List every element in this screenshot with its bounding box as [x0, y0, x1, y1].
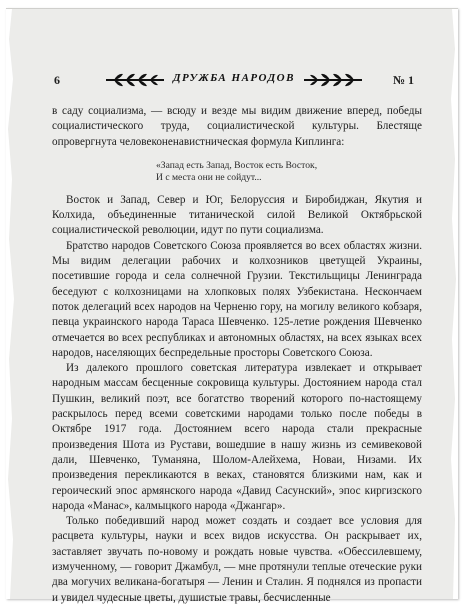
article-body	[52, 104, 422, 606]
paragraph-2: Восток и Запад, Север и Юг, Белоруссия и Биробиджан, Якутия и Колхида, объединенные титанической силой Великой Октябрьской социалистической революции, идут по пути социализма.	[52, 193, 422, 237]
paragraph-1: в саду социализма, — всюду и везде мы видим движение вперед, победы социалистического труда, социалистической культуры. Блестяще опровергнута человеконенавистническая формула Киплинга:	[52, 105, 422, 148]
kipling-quote	[156, 160, 422, 185]
paragraph-4: Из далекого прошлого советская литература извлекает и открывает народным массам бесценные сокровища культуры. Достоянием народа стал Пушкин, великий поэт, все богатство творений которого по-настоящему раскрылось перед всеми советскими народами только после победы в Октябре 1917 года. Достоянием всего народа стали прекрасные произведения Шота из Рустави, вошедшие в нашу жизнь из семивековой дали, Шевченко, Туманяна, Шолом-Алейхема, Новаи, Низами. Их произведения перекликаются в веках, становятся близкими нам, как и героический эпос армянского народа «Давид Сасунский», эпос киргизского народа «Манас», калмыцкого народа «Джангар».	[52, 362, 422, 512]
torn-left-edge	[6, 9, 20, 599]
page-header	[54, 69, 414, 93]
paragraph-3: Братство народов Советского Союза проявляется во всех областях жизни. Мы видим делегации рабочих и колхозников цветущей Украины, посетившие города и села солнечной Грузии. Текстильщицы Ленинграда беседуют с колхозницами на хлопковых полях Узбекистана. Нескончаем поток делегаций всех народов на Черненю гору, на могилу великого кобзаря, певца украинского народа Тараса Шевченко. 125-летие рождения Шевченко отмечается во всех республиках и автономных областях, на всех языках всех народов, населяющих беспредельные просторы Советского Союза.	[52, 239, 422, 359]
magazine-page	[6, 8, 458, 604]
right-laurel-ornament-icon	[302, 71, 364, 89]
paragraph-5: Только победивший народ может создать и создает все условия для расцвета культуры, науки и всех видов искусства. Он раскрывает их, заставляет звучать по-новому и рождать новые чувства. «Обессилевшему, измученному, — говорит Джамбул, — мне протянули теплые отеческие руки два могучих великана-богатыря — Ленин и Сталин. Я поднялся из пропасти и увидел чудесные цветы, душистые травы, бесчисленные	[52, 515, 422, 604]
torn-right-edge	[446, 9, 458, 599]
quote-line-1: «Запад есть Запад, Восток есть Восток,	[156, 159, 318, 171]
masthead	[104, 69, 364, 91]
page-number: 6	[54, 73, 60, 87]
magazine-title: ДРУЖБА НАРОДОВ	[173, 72, 295, 84]
quote-line-2: И с места они не сойдут...	[156, 172, 262, 184]
issue-number: № 1	[392, 73, 414, 87]
